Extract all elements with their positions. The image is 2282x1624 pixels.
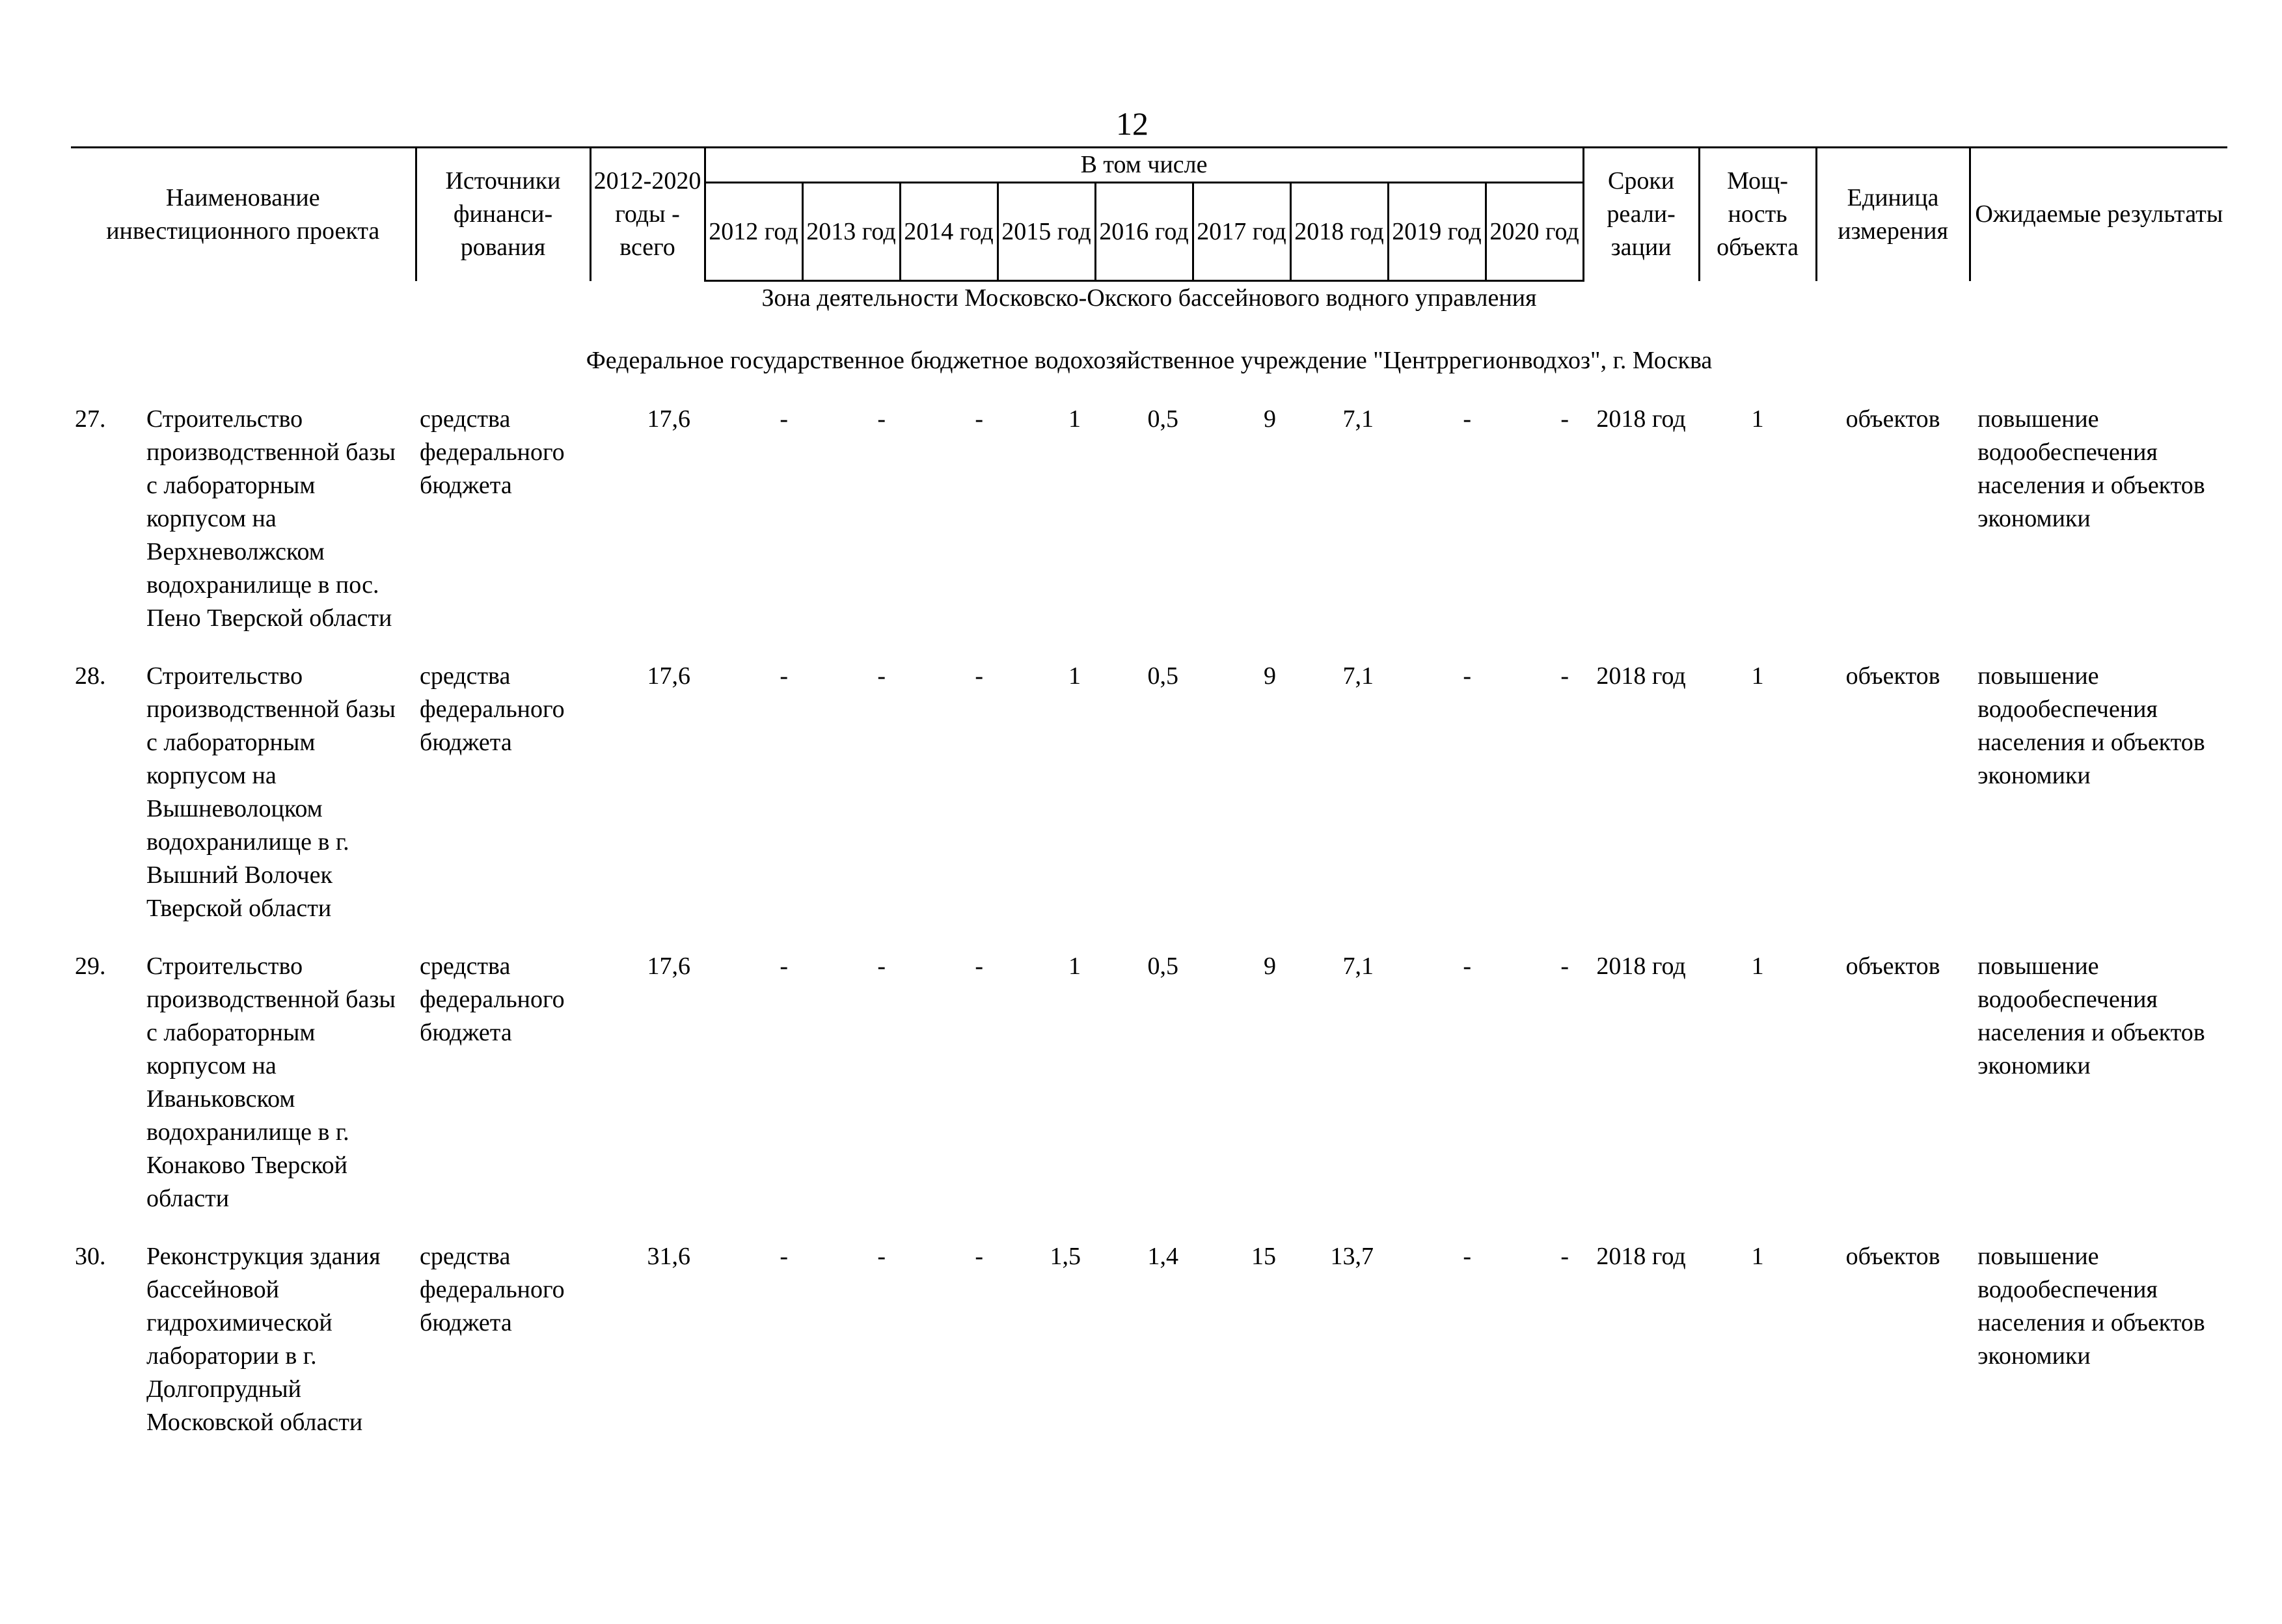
total-value: 31,6 <box>647 1243 690 1270</box>
year-value: - <box>780 953 788 980</box>
year-value: 1,4 <box>1147 1243 1178 1270</box>
header-year: 2019 год <box>1388 183 1486 281</box>
header-year: 2015 год <box>998 183 1095 281</box>
year-value: 15 <box>1251 1243 1276 1270</box>
year-value: - <box>1560 405 1569 433</box>
year-value: 9 <box>1264 662 1276 690</box>
header-including: В том числе <box>705 148 1583 183</box>
header-year: 2013 год <box>802 183 900 281</box>
header-year: 2017 год <box>1193 183 1290 281</box>
project-name: Строительство производственной базы с лабораторным корпусом на Вышневолоцком водохранилище в г. Вышний Волочек Тверской области <box>146 662 396 922</box>
year-value: 1 <box>1068 405 1081 433</box>
header-project-name: Наименование инвестиционного проекта <box>71 148 416 281</box>
implementation-term: 2018 год <box>1596 1243 1686 1270</box>
unit-value: объектов <box>1845 662 1940 690</box>
year-value: 0,5 <box>1147 662 1178 690</box>
table-row <box>71 941 2227 1231</box>
table-row <box>71 1231 2227 1455</box>
row-number: 27. <box>75 405 106 433</box>
year-value: - <box>1463 662 1471 690</box>
funding-source: средства федерального бюджета <box>420 405 565 499</box>
year-value: - <box>780 405 788 433</box>
year-value: 0,5 <box>1147 405 1178 433</box>
row-number: 30. <box>75 1243 106 1270</box>
year-value: - <box>1463 405 1471 433</box>
year-value: 1 <box>1068 662 1081 690</box>
table-header <box>71 148 2227 281</box>
expected-result: повышение водообеспечения населения и объектов экономики <box>1977 405 2205 532</box>
project-cell <box>71 651 416 941</box>
header-capacity: Мощ-ность объекта <box>1699 148 1816 281</box>
expected-result: повышение водообеспечения населения и объектов экономики <box>1977 953 2205 1079</box>
capacity-value: 1 <box>1751 405 1764 433</box>
expected-result: повышение водообеспечения населения и объектов экономики <box>1977 1243 2205 1370</box>
header-year: 2014 год <box>900 183 998 281</box>
year-value: 7,1 <box>1342 405 1374 433</box>
expected-result: повышение водообеспечения населения и объектов экономики <box>1977 662 2205 789</box>
year-value: - <box>877 953 886 980</box>
header-total: 2012-2020 годы - всего <box>590 148 705 281</box>
year-value: 13,7 <box>1330 1243 1374 1270</box>
year-value: 7,1 <box>1342 953 1374 980</box>
year-value: - <box>975 405 983 433</box>
implementation-term: 2018 год <box>1596 662 1686 690</box>
investment-projects-table <box>71 146 2227 1455</box>
capacity-value: 1 <box>1751 953 1764 980</box>
year-value: - <box>1463 953 1471 980</box>
project-cell <box>71 941 416 1231</box>
year-value: - <box>975 953 983 980</box>
year-value: - <box>975 662 983 690</box>
year-value: - <box>780 1243 788 1270</box>
total-value: 17,6 <box>647 953 690 980</box>
year-value: - <box>780 662 788 690</box>
total-value: 17,6 <box>647 405 690 433</box>
project-cell <box>71 394 416 651</box>
header-terms: Сроки реали-зации <box>1583 148 1699 281</box>
header-results: Ожидаемые результаты <box>1970 148 2227 281</box>
header-year: 2020 год <box>1486 183 1583 281</box>
funding-source: средства федерального бюджета <box>420 662 565 756</box>
year-value: - <box>877 405 886 433</box>
row-number: 29. <box>75 953 106 980</box>
header-year: 2012 год <box>705 183 802 281</box>
year-value: 1 <box>1068 953 1081 980</box>
year-value: - <box>975 1243 983 1270</box>
year-value: 9 <box>1264 953 1276 980</box>
implementation-term: 2018 год <box>1596 405 1686 433</box>
project-name: Реконструкция здания бассейновой гидрохимической лаборатории в г. Долгопрудный Московской области <box>146 1243 381 1436</box>
header-year: 2018 год <box>1290 183 1388 281</box>
funding-source: средства федерального бюджета <box>420 1243 565 1336</box>
header-year: 2016 год <box>1095 183 1193 281</box>
year-value: - <box>1560 662 1569 690</box>
year-value: - <box>1463 1243 1471 1270</box>
total-value: 17,6 <box>647 662 690 690</box>
year-value: 9 <box>1264 405 1276 433</box>
year-value: - <box>1560 953 1569 980</box>
table-row <box>71 651 2227 941</box>
table-body <box>71 281 2227 1455</box>
project-name: Строительство производственной базы с лабораторным корпусом на Верхневолжском водохранилище в пос. Пено Тверской области <box>146 405 396 632</box>
unit-value: объектов <box>1845 1243 1940 1270</box>
row-number: 28. <box>75 662 106 690</box>
year-value: 7,1 <box>1342 662 1374 690</box>
year-value: 0,5 <box>1147 953 1178 980</box>
year-value: - <box>877 662 886 690</box>
year-value: - <box>877 1243 886 1270</box>
header-unit: Единица измерения <box>1816 148 1970 281</box>
unit-value: объектов <box>1845 405 1940 433</box>
funding-source: средства федерального бюджета <box>420 953 565 1046</box>
institution-title: Федеральное государственное бюджетное водохозяйственное учреждение "Центррегионводхоз", г. Москва <box>586 347 1713 374</box>
project-name: Строительство производственной базы с лабораторным корпусом на Иваньковском водохранилище в г. Конаково Тверской области <box>146 953 396 1212</box>
project-cell <box>71 1231 416 1455</box>
capacity-value: 1 <box>1751 662 1764 690</box>
year-value: - <box>1560 1243 1569 1270</box>
page-number: 12 <box>1116 105 1148 142</box>
capacity-value: 1 <box>1751 1243 1764 1270</box>
year-value: 1,5 <box>1050 1243 1081 1270</box>
header-funding-source: Источники финанси-рования <box>416 148 590 281</box>
zone-title: Зона деятельности Московско-Окского бассейнового водного управления <box>761 284 1537 312</box>
unit-value: объектов <box>1845 953 1940 980</box>
table-row <box>71 394 2227 651</box>
implementation-term: 2018 год <box>1596 953 1686 980</box>
